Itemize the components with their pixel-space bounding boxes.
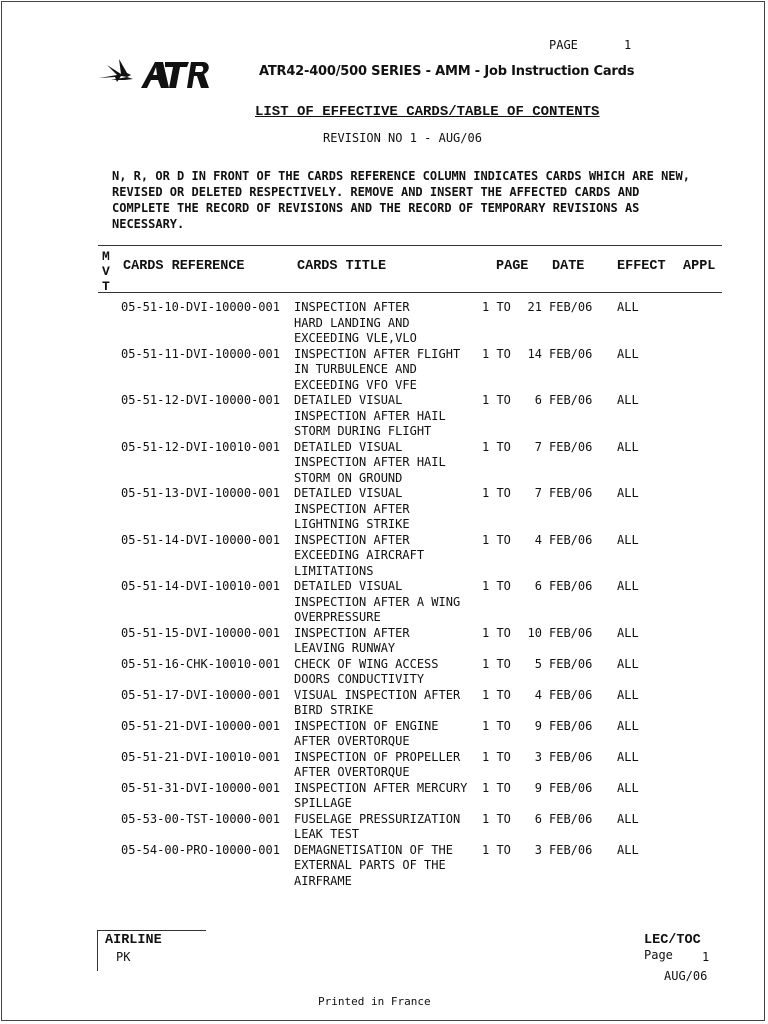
- card-page-from: 1 TO: [482, 749, 511, 764]
- card-reference: 05-51-11-DVI-10000-001: [121, 346, 280, 361]
- card-title-line: DETAILED VISUAL: [294, 393, 403, 407]
- card-title-line: INSPECTION AFTER: [294, 501, 410, 516]
- card-title: [294, 579, 460, 626]
- card-title-line: DOORS CONDUCTIVITY: [294, 672, 425, 686]
- airline-label: AIRLINE: [105, 933, 162, 948]
- card-title: [294, 626, 410, 657]
- card-title: [294, 440, 446, 487]
- card-page-to: 6: [534, 393, 542, 407]
- airline-code: PK: [116, 950, 131, 964]
- card-title-line: DETAILED VISUAL: [294, 486, 403, 500]
- card-effect: ALL: [617, 439, 639, 454]
- card-title-line: INSPECTION AFTER: [294, 300, 410, 314]
- revision-number: REVISION NO 1 - AUG/06: [323, 131, 482, 145]
- table-row: [0, 843, 768, 890]
- card-title-line: DETAILED VISUAL: [294, 439, 403, 454]
- card-page-from: 1 TO: [482, 718, 511, 733]
- card-title-line: HARD LANDING AND: [294, 315, 410, 330]
- card-title: [294, 347, 460, 394]
- card-effect: ALL: [617, 346, 639, 361]
- card-title-line: EXCEEDING VLE,VLO: [294, 331, 417, 345]
- card-title-line: LEAVING RUNWAY: [294, 641, 396, 655]
- card-title-line: FUSELAGE PRESSURIZATION: [294, 811, 461, 826]
- card-page-to: 21: [527, 300, 542, 314]
- card-date: FEB/06: [549, 346, 593, 361]
- card-title-line: EXCEEDING AIRCRAFT: [294, 548, 425, 562]
- card-title-line: INSPECTION OF PROPELLER: [294, 749, 461, 764]
- cards-table-body: [0, 300, 768, 889]
- card-title-line: DETAILED VISUAL: [294, 579, 403, 593]
- table-row: [0, 688, 768, 719]
- page-number: 1: [624, 38, 632, 52]
- card-effect: ALL: [617, 687, 639, 702]
- card-page-from: 1 TO: [482, 811, 511, 826]
- card-reference: 05-51-17-DVI-10000-001: [121, 687, 280, 702]
- card-page-from: 1 TO: [482, 579, 511, 593]
- card-title-line: SPILLAGE: [294, 796, 352, 810]
- card-page-from: 1 TO: [482, 300, 511, 314]
- card-title-line: INSPECTION AFTER: [294, 625, 410, 640]
- column-header-page: PAGE: [496, 259, 529, 274]
- card-page-to: 7: [534, 486, 542, 500]
- card-page-to: 6: [534, 579, 542, 593]
- card-reference: 05-51-16-CHK-10010-001: [121, 656, 280, 671]
- card-effect: ALL: [617, 656, 639, 671]
- card-title: [294, 719, 439, 750]
- card-title-line: BIRD STRIKE: [294, 703, 374, 717]
- card-reference: 05-51-14-DVI-10010-001: [121, 579, 280, 593]
- card-title: [294, 812, 460, 843]
- svg-text:ATR: ATR: [97, 56, 99, 57]
- table-row: [0, 719, 768, 750]
- card-title-line: INSPECTION AFTER HAIL: [294, 408, 446, 423]
- atr-logo: [97, 56, 212, 90]
- card-page-from: 1 TO: [482, 532, 511, 547]
- card-title: [294, 533, 424, 580]
- card-effect: ALL: [617, 625, 639, 640]
- card-reference: 05-51-10-DVI-10000-001: [121, 300, 280, 314]
- card-title-line: STORM ON GROUND: [294, 470, 403, 485]
- card-title: [294, 688, 460, 719]
- card-page-from: 1 TO: [482, 687, 511, 702]
- card-page-to: 3: [534, 842, 542, 857]
- card-effect: ALL: [617, 718, 639, 733]
- card-title-line: AIRFRAME: [294, 873, 352, 888]
- table-row: [0, 626, 768, 657]
- section-code: LEC/TOC: [644, 933, 701, 948]
- card-title-line: INSPECTION AFTER HAIL: [294, 455, 446, 469]
- card-date: FEB/06: [549, 656, 593, 671]
- card-page-to: 9: [534, 718, 542, 733]
- table-row: [0, 486, 768, 533]
- card-effect: ALL: [617, 393, 639, 407]
- card-title-line: LEAK TEST: [294, 827, 360, 841]
- card-effect: ALL: [617, 579, 639, 593]
- footer-date: AUG/06: [664, 969, 708, 983]
- card-page-from: 1 TO: [482, 393, 511, 407]
- card-reference: 05-54-00-PRO-10000-001: [121, 842, 280, 857]
- card-title: [294, 486, 410, 533]
- card-date: FEB/06: [549, 439, 593, 454]
- card-page-from: 1 TO: [482, 842, 511, 857]
- table-row: [0, 440, 768, 487]
- card-title-line: INSPECTION AFTER MERCURY: [294, 780, 468, 795]
- card-reference: 05-51-21-DVI-10000-001: [121, 718, 280, 733]
- card-effect: ALL: [617, 532, 639, 547]
- card-effect: ALL: [617, 300, 639, 314]
- table-row: [0, 579, 768, 626]
- card-date: FEB/06: [549, 749, 593, 764]
- column-header-effect: EFFECT: [617, 259, 666, 274]
- mvt-letter-m: M: [102, 249, 110, 264]
- card-date: FEB/06: [549, 486, 593, 500]
- card-title-line: LIMITATIONS: [294, 563, 374, 578]
- card-date: FEB/06: [549, 718, 593, 733]
- card-date: FEB/06: [549, 811, 593, 826]
- table-row: [0, 812, 768, 843]
- card-title: [294, 300, 417, 347]
- table-row: [0, 393, 768, 440]
- footer-page-label: Page: [644, 948, 673, 962]
- card-page-to: 5: [534, 656, 542, 671]
- card-title-line: EXTERNAL PARTS OF THE: [294, 858, 446, 872]
- table-row: [0, 750, 768, 781]
- card-title-line: INSPECTION AFTER: [294, 532, 410, 547]
- card-page-from: 1 TO: [482, 780, 511, 795]
- card-title-line: IN TURBULENCE AND: [294, 362, 417, 376]
- table-row: [0, 781, 768, 812]
- card-page-from: 1 TO: [482, 439, 511, 454]
- card-title-line: AFTER OVERTORQUE: [294, 734, 410, 748]
- card-title-line: AFTER OVERTORQUE: [294, 765, 410, 779]
- card-title: [294, 657, 439, 688]
- card-page-to: 10: [527, 625, 542, 640]
- card-page-to: 14: [527, 346, 542, 361]
- card-page-from: 1 TO: [482, 486, 511, 500]
- card-title-line: INSPECTION OF ENGINE: [294, 718, 439, 733]
- card-page-from: 1 TO: [482, 656, 511, 671]
- mvt-letter-v: V: [102, 264, 110, 279]
- card-reference: 05-51-12-DVI-10010-001: [121, 439, 280, 454]
- card-date: FEB/06: [549, 393, 593, 407]
- printed-in: Printed in France: [318, 995, 431, 1008]
- card-date: FEB/06: [549, 780, 593, 795]
- card-page-to: 9: [534, 780, 542, 795]
- card-page-from: 1 TO: [482, 625, 511, 640]
- card-title-line: OVERPRESSURE: [294, 610, 381, 624]
- page-label: PAGE: [549, 38, 578, 52]
- card-title: [294, 393, 446, 440]
- card-title: [294, 750, 460, 781]
- document-header-title: ATR42-400/500 SERIES - AMM - Job Instruction Cards: [259, 64, 635, 79]
- notice-text: N, R, OR D IN FRONT OF THE CARDS REFERENCE COLUMN INDICATES CARDS WHICH ARE NEW, REVISED OR DELETED RESPECTIVELY. REMOVE AND INSERT THE AFFECTED CARDS AND COMPLETE THE RECORD OF REVISIONS AND THE RECORD OF TEMPORARY REVISIONS AS NECESSARY.: [112, 169, 690, 231]
- card-title-line: STORM DURING FLIGHT: [294, 424, 432, 438]
- card-reference: 05-51-31-DVI-10000-001: [121, 780, 280, 795]
- card-page-to: 6: [534, 811, 542, 826]
- card-title-line: CHECK OF WING ACCESS: [294, 656, 439, 671]
- mvt-letter-t: T: [102, 279, 110, 294]
- table-row: [0, 347, 768, 394]
- card-title: [294, 781, 467, 812]
- table-header-rule: [98, 292, 722, 293]
- table-row: [0, 657, 768, 688]
- table-top-rule: [98, 245, 722, 246]
- column-header-title: CARDS TITLE: [297, 259, 387, 274]
- card-reference: 05-53-00-TST-10000-001: [121, 811, 280, 826]
- card-reference: 05-51-21-DVI-10010-001: [121, 749, 280, 764]
- card-title: [294, 843, 453, 890]
- card-title-line: VISUAL INSPECTION AFTER: [294, 687, 461, 702]
- card-page-from: 1 TO: [482, 346, 511, 361]
- table-row: [0, 300, 768, 347]
- card-reference: 05-51-12-DVI-10000-001: [121, 393, 280, 407]
- card-date: FEB/06: [549, 625, 593, 640]
- card-title-line: DEMAGNETISATION OF THE: [294, 842, 453, 857]
- card-page-to: 7: [534, 439, 542, 454]
- card-date: FEB/06: [549, 300, 593, 314]
- card-effect: ALL: [617, 842, 639, 857]
- card-date: FEB/06: [549, 579, 593, 593]
- card-date: FEB/06: [549, 687, 593, 702]
- card-title-line: INSPECTION AFTER A WING: [294, 594, 461, 609]
- card-page-to: 4: [534, 687, 542, 702]
- card-date: FEB/06: [549, 532, 593, 547]
- card-date: FEB/06: [549, 842, 593, 857]
- column-header-date: DATE: [552, 259, 585, 274]
- card-title-line: EXCEEDING VFO VFE: [294, 377, 417, 392]
- column-header-reference: CARDS REFERENCE: [123, 259, 245, 274]
- column-header-appl: APPL: [683, 259, 716, 274]
- footer-page-number: 1: [702, 950, 710, 964]
- card-effect: ALL: [617, 486, 639, 500]
- card-page-to: 3: [534, 749, 542, 764]
- table-row: [0, 533, 768, 580]
- card-title-line: INSPECTION AFTER FLIGHT: [294, 346, 461, 361]
- card-effect: ALL: [617, 811, 639, 826]
- card-reference: 05-51-14-DVI-10000-001: [121, 532, 280, 547]
- card-effect: ALL: [617, 749, 639, 764]
- card-page-to: 4: [534, 532, 542, 547]
- card-title-line: LIGHTNING STRIKE: [294, 517, 410, 531]
- list-title: LIST OF EFFECTIVE CARDS/TABLE OF CONTENTS: [255, 104, 600, 120]
- card-reference: 05-51-15-DVI-10000-001: [121, 625, 280, 640]
- card-effect: ALL: [617, 780, 639, 795]
- card-reference: 05-51-13-DVI-10000-001: [121, 486, 280, 500]
